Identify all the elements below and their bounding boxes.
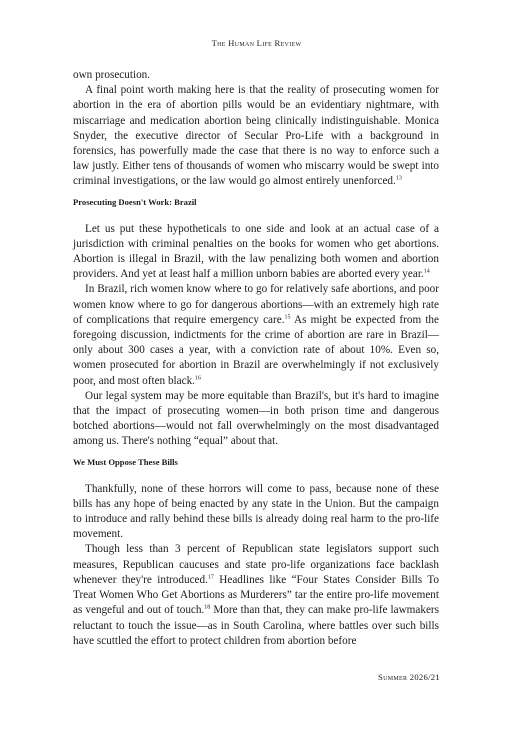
- article-body: [73, 68, 439, 649]
- paragraph: [73, 482, 439, 543]
- paragraph: [73, 83, 439, 189]
- paragraph: [73, 542, 439, 648]
- paragraph: [73, 222, 439, 283]
- footnote-ref: 18: [204, 604, 211, 611]
- paragraph-text: In Brazil, rich women know where to go for relatively safe abortions, and poor women know where to go for dangerous abortions—with an extremely high rate of complications that require emergency care.: [73, 283, 439, 326]
- footnote-ref: 17: [207, 574, 214, 581]
- paragraph: [73, 389, 439, 450]
- paragraph-text: Though less than 3 percent of Republican state legislators support such measures, Republican caucuses and state pro-life organizations face backlash whenever they're introduced.: [73, 543, 439, 586]
- footnote-ref: 14: [423, 268, 430, 275]
- paragraph: [73, 282, 439, 388]
- page-folio: Summer 2026/21: [378, 672, 440, 682]
- paragraph-text: Thankfully, none of these horrors will come to pass, because none of these bills has any hope of being enacted by any state in the Union. But the campaign to introduce and rally behind these bills is already doing real harm to the pro-life movement.: [73, 482, 439, 541]
- paragraph-text: Headlines like “Four States Consider Bills To Treat Women Who Get Abortions as Murderers” tar the entire pro-life movement as vengeful and out of touch.: [73, 573, 439, 617]
- section-heading: Prosecuting Doesn't Work: Brazil: [73, 196, 197, 207]
- paragraph-text: own prosecution.: [73, 69, 151, 81]
- footnote-ref: 13: [395, 175, 402, 182]
- paragraph: [73, 68, 439, 83]
- paragraph-text: A final point worth making here is that the reality of prosecuting women for abortion in the era of abortion pills would be an evidentiary nightmare, with miscarriage and medication abortion being clinically indistinguishable. Monica Snyder, the executive director of Secular Pro-Life with a background in forensics, has powerfully made the case that there is no way to enforce such a law justly. Either tens of thousands of women who miscarry would be swept into criminal investigations, or the law would go almost entirely unenforced.: [73, 84, 439, 188]
- paragraph-text: More than that, they can make pro-life lawmakers reluctant to touch the issue—as in South Carolina, where battles over such bills have scuttled the effort to protect children from abortion before: [73, 604, 439, 647]
- footnote-ref: 15: [284, 314, 291, 321]
- paragraph-text: As might be expected from the foregoing discussion, indictments for the crime of abortion are rare in Brazil—only about 300 cases a year, with a conviction rate of about 10%. Even so, women prosecuted for abortion in Brazil are overwhelmingly if not exclusively poor, and most often black.: [73, 313, 439, 387]
- paragraph-text: Our legal system may be more equitable than Brazil's, but it's hard to imagine that the impact of prosecuting women—in both prison time and dangerous botched abortions—would not fall overwhelmingly on the most disadvantaged among us. There's nothing “equal” about that.: [73, 389, 439, 448]
- section-heading: We Must Oppose These Bills: [73, 456, 178, 467]
- paragraph-text: Let us put these hypotheticals to one side and look at an actual case of a jurisdiction with criminal penalties on the books for women who get abortions. Abortion is illegal in Brazil, with the law penalizing both women and abortion providers. And yet at least half a million unborn babies are aborted every year.: [73, 222, 439, 281]
- footnote-ref: 16: [194, 374, 201, 381]
- running-head: The Human Life Review: [211, 38, 302, 48]
